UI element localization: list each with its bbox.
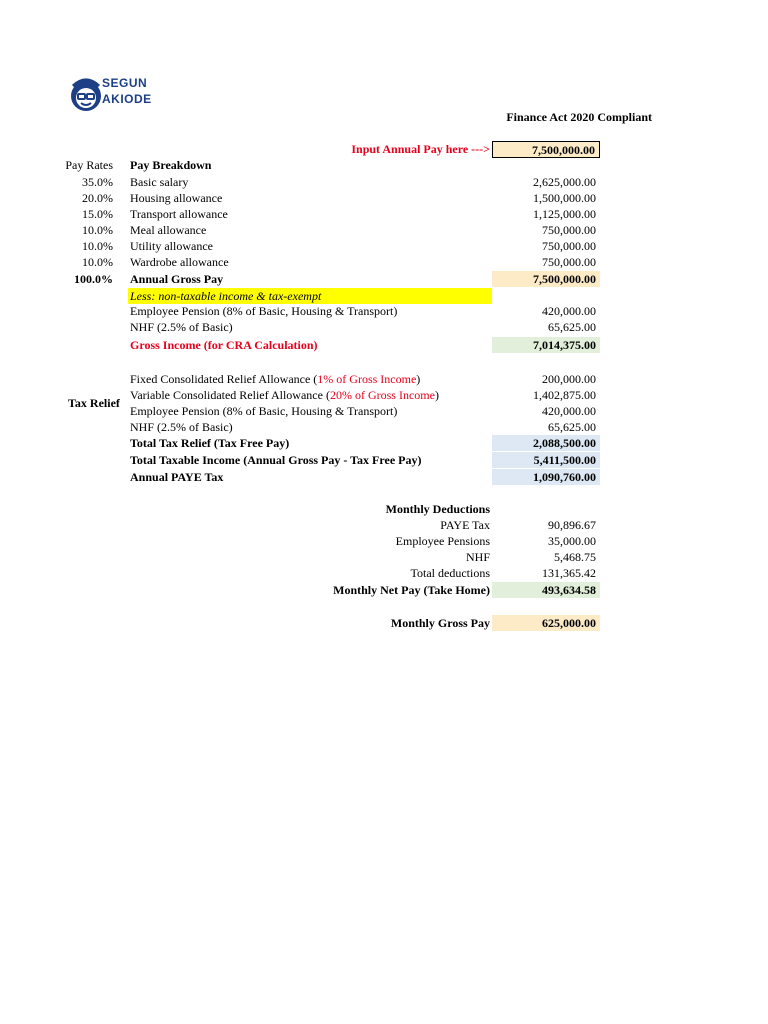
pay-rate: 20.0% <box>82 191 113 205</box>
taxable-income-label: Total Taxable Income (Annual Gross Pay - Tax Free Pay) <box>130 453 422 467</box>
monthly-value: 90,896.67 <box>548 518 596 532</box>
gross-income-value: 7,014,375.00 <box>492 337 600 353</box>
taxable-income-row <box>0 452 768 468</box>
tax-relief-label: Tax Relief <box>68 396 120 410</box>
pay-rate: 35.0% <box>82 175 113 189</box>
variable-cra-row <box>0 387 768 403</box>
relief-pension-row <box>0 403 768 419</box>
pay-breakdown-header-row <box>0 157 768 173</box>
monthly-net-value: 493,634.58 <box>492 582 600 598</box>
variable-cra-label: Variable Consolidated Relief Allowance (20% of Gross Income) <box>130 388 439 402</box>
total-relief-label: Total Tax Relief (Tax Free Pay) <box>130 436 290 450</box>
monthly-net-row <box>0 582 768 598</box>
monthly-header-row <box>0 501 768 517</box>
taxable-income-value: 5,411,500.00 <box>492 452 600 468</box>
input-row <box>0 141 768 157</box>
annual-paye-value: 1,090,760.00 <box>492 469 600 485</box>
pay-rates-header: Pay Rates <box>65 158 113 172</box>
pay-item-value: 750,000.00 <box>542 223 596 237</box>
pay-rate: 10.0% <box>82 255 113 269</box>
monthly-gross-label: Monthly Gross Pay <box>390 616 490 630</box>
monthly-label: Employee Pensions <box>395 534 490 548</box>
logo-text-line2: AKIODE <box>102 92 152 106</box>
non-taxable-label: Employee Pension (8% of Basic, Housing & Transport) <box>130 304 398 318</box>
pay-breakdown-header: Pay Breakdown <box>130 158 212 172</box>
relief-pension-label: Employee Pension (8% of Basic, Housing & Transport) <box>130 404 398 418</box>
pay-item-row <box>0 190 768 206</box>
pay-item-row <box>0 174 768 190</box>
monthly-net-label: Monthly Net Pay (Take Home) <box>333 583 490 597</box>
pay-item-label: Housing allowance <box>130 191 223 205</box>
pay-item-row <box>0 222 768 238</box>
pay-item-value: 750,000.00 <box>542 255 596 269</box>
variable-cra-value: 1,402,875.00 <box>533 388 596 402</box>
annual-gross-value: 7,500,000.00 <box>492 271 600 287</box>
monthly-label: NHF <box>465 550 490 564</box>
total-relief-value: 2,088,500.00 <box>492 435 600 451</box>
monthly-value: 35,000.00 <box>548 534 596 548</box>
pay-rate: 10.0% <box>82 239 113 253</box>
variable-cra-rate: 20% of Gross Income <box>329 388 435 402</box>
gross-income-label: Gross Income (for CRA Calculation) <box>130 338 318 352</box>
pay-rate: 10.0% <box>82 223 113 237</box>
non-taxable-row <box>0 303 768 319</box>
logo <box>70 70 152 122</box>
input-label: Input Annual Pay here ---> <box>351 142 490 156</box>
monthly-value: 131,365.42 <box>542 566 596 580</box>
non-taxable-label: NHF (2.5% of Basic) <box>130 320 233 334</box>
logo-text-line1: SEGUN <box>102 76 148 90</box>
monthly-row <box>0 565 768 581</box>
fixed-cra-row <box>0 371 768 387</box>
pay-item-row <box>0 254 768 270</box>
monthly-label: Total deductions <box>410 566 490 580</box>
pay-item-label: Wardrobe allowance <box>130 255 229 269</box>
pay-item-label: Transport allowance <box>130 207 228 221</box>
pay-item-value: 2,625,000.00 <box>533 175 596 189</box>
fixed-cra-rate: 1% of Gross Income <box>317 372 417 386</box>
pay-item-value: 1,125,000.00 <box>533 207 596 221</box>
annual-gross-label: Annual Gross Pay <box>130 272 224 286</box>
non-taxable-header <box>128 288 492 304</box>
monthly-row <box>0 549 768 565</box>
relief-nhf-label: NHF (2.5% of Basic) <box>130 420 233 434</box>
pay-item-row <box>0 238 768 254</box>
monthly-gross-value: 625,000.00 <box>492 615 600 631</box>
pay-item-label: Meal allowance <box>130 223 207 237</box>
monthly-row <box>0 533 768 549</box>
annual-paye-label: Annual PAYE Tax <box>130 470 224 484</box>
pay-item-row <box>0 206 768 222</box>
pay-item-label: Basic salary <box>130 175 189 189</box>
relief-nhf-value: 65,625.00 <box>548 420 596 434</box>
relief-nhf-row <box>0 419 768 435</box>
gross-income-row <box>0 337 768 353</box>
total-relief-row <box>0 435 768 451</box>
non-taxable-header-text: Less: non-taxable income & tax-exempt <box>130 289 322 303</box>
non-taxable-value: 65,625.00 <box>548 320 596 334</box>
pay-item-label: Utility allowance <box>130 239 213 253</box>
relief-pension-value: 420,000.00 <box>542 404 596 418</box>
non-taxable-row <box>0 319 768 335</box>
monthly-gross-row <box>0 615 768 631</box>
document-title: Finance Act 2020 Compliant <box>506 110 652 124</box>
monthly-row <box>0 517 768 533</box>
fixed-cra-label: Fixed Consolidated Relief Allowance (1% of Gross Income) <box>130 372 421 386</box>
annual-gross-row <box>0 271 768 287</box>
monthly-value: 5,468.75 <box>554 550 596 564</box>
pay-rate: 15.0% <box>82 207 113 221</box>
annual-pay-input[interactable]: 7,500,000.00 <box>492 141 600 158</box>
monthly-label: PAYE Tax <box>440 518 490 532</box>
pay-item-value: 1,500,000.00 <box>533 191 596 205</box>
annual-paye-row <box>0 469 768 485</box>
pay-item-value: 750,000.00 <box>542 239 596 253</box>
monthly-deductions-header: Monthly Deductions <box>385 502 490 516</box>
fixed-cra-value: 200,000.00 <box>542 372 596 386</box>
non-taxable-value: 420,000.00 <box>542 304 596 318</box>
total-rate: 100.0% <box>74 272 113 286</box>
